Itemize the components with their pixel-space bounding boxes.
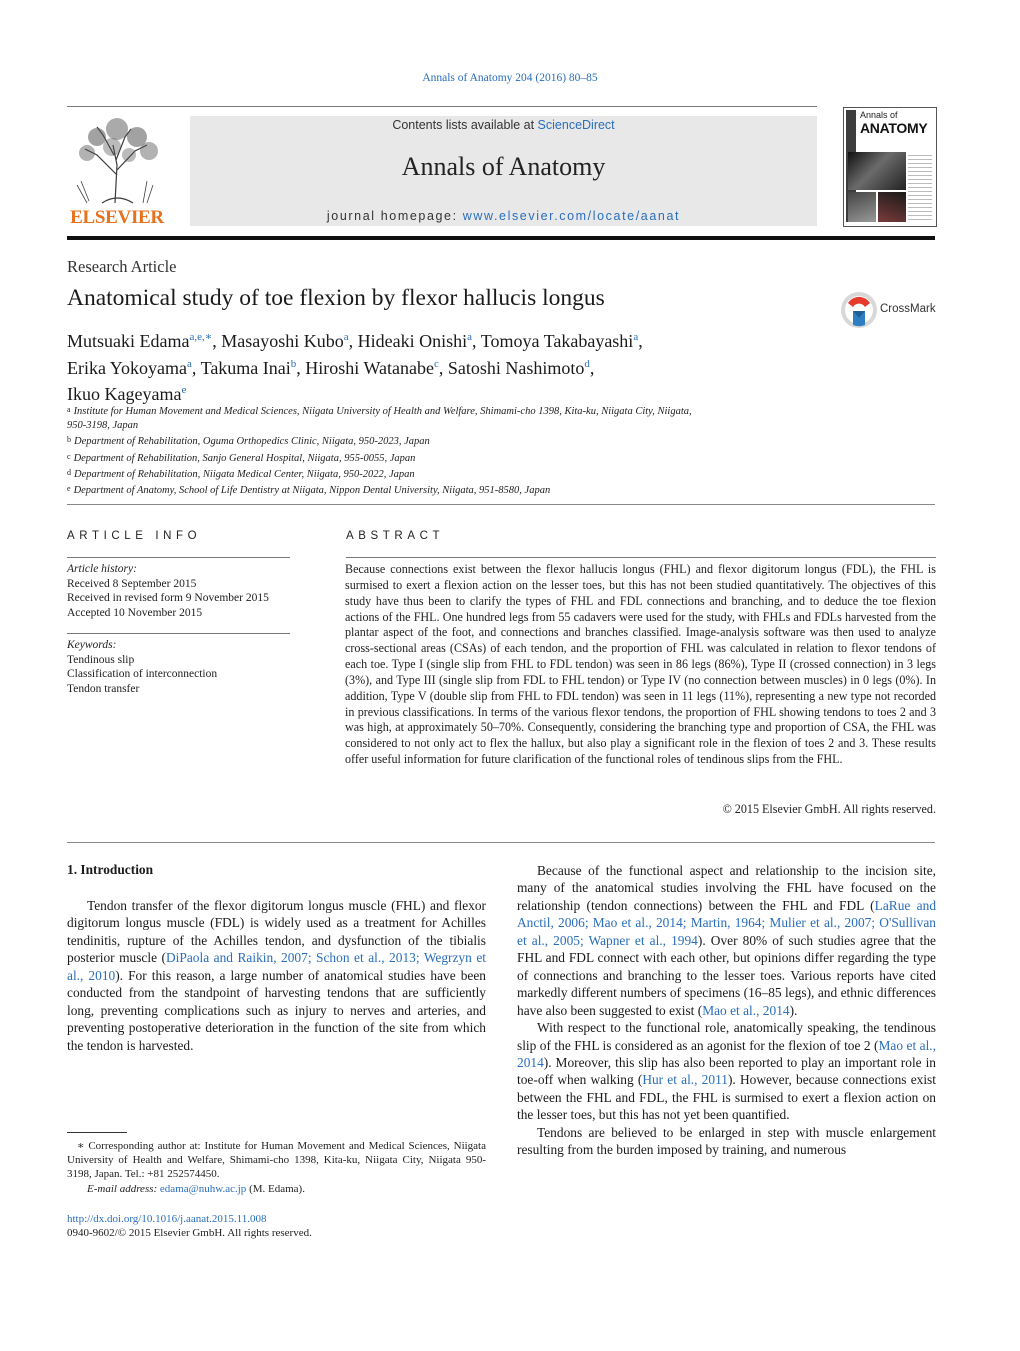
abstract-copyright: © 2015 Elsevier GmbH. All rights reserved. [722, 802, 936, 816]
author-marks[interactable]: d [584, 357, 590, 370]
text-run: Tendon transfer of the flexor digitorum longus muscle (FHL) and flexor digitorum longus muscle (FDL) is widely used as a treatment for Achilles tendinitis, rupture of the Achilles tendon, and dysfunction of the tibialis posterior muscle ( [67, 898, 486, 966]
section-heading: 1. Introduction [67, 862, 154, 877]
section-rule [67, 504, 935, 505]
body-column-right [517, 862, 936, 1159]
journal-cover-thumbnail[interactable] [843, 107, 937, 227]
author-separator: , [212, 331, 222, 351]
keyword: Classification of interconnection [67, 668, 218, 681]
author-marks[interactable]: e [181, 384, 187, 396]
contents-line [190, 118, 817, 132]
doi-link[interactable]: http://dx.doi.org/10.1016/j.aanat.2015.11.008 [67, 1213, 267, 1225]
keywords-label: Keywords: [67, 639, 117, 651]
author-name: Ikuo Kageyama [67, 384, 182, 404]
affiliation-text: Institute for Human Movement and Medical Sciences, Niigata University of Health and Welfare, Shimami-cho 1398, Kita-ku, Niigata City, Niigata, [73, 406, 692, 417]
body-column-left [67, 897, 486, 1054]
affiliation-text: 950-3198, Japan [67, 420, 139, 432]
article-info-heading: ARTICLE INFO [67, 530, 202, 542]
affiliation-item-continued [67, 419, 827, 433]
text-run: ). Moreover, this slip has also been reported to play an important role in toe-off when walking ( [517, 1054, 936, 1088]
author-marks[interactable]: a,e,∗ [189, 331, 213, 343]
affiliation-mark: c [67, 451, 71, 461]
doi-block [67, 1212, 312, 1240]
footnote-rule [67, 1132, 127, 1133]
cover-big-title: ANATOMY [860, 120, 928, 136]
affiliation-mark: b [67, 435, 71, 445]
author-name: Satoshi Nashimoto [447, 357, 585, 378]
affiliation-text: Department of Anatomy, School of Life Dentistry at Niigata, Nippon Dental University, Niigata, 951-8580, Japan [73, 485, 551, 497]
author-separator: , [589, 357, 595, 378]
article-history [67, 562, 297, 620]
sciencedirect-link[interactable]: ScienceDirect [537, 118, 615, 132]
affiliation-mark: e [67, 484, 71, 494]
keyword: Tendinous slip [67, 653, 135, 666]
article-title: Anatomical study of toe flexion by flexor hallucis longus [67, 285, 605, 311]
affiliation-mark: d [67, 467, 71, 477]
abstract-rule [346, 557, 936, 558]
homepage-link[interactable]: www.elsevier.com/locate/aanat [462, 209, 681, 223]
text-run: ). Over 80% of such studies agree that the FHL and FDL connect with each other, but opinions differ regarding the type of connections and branching to the lesser toes. Various reports have cited markedly different numbers of specimens (16–85 legs), and ethnic differences have also been suggested to exist ( [517, 932, 936, 1018]
cover-small-title: Annals of [860, 110, 898, 120]
citation-link[interactable]: Hur et al., 2011 [642, 1072, 728, 1088]
accepted-date: Accepted 10 November 2015 [67, 606, 203, 619]
corresponding-author-note: ∗ Corresponding author at: Institute for Human Movement and Medical Sciences, Niigata University of Health and Welfare, Shimami-cho 1398, Kita-ku, Niigata City, Niigata 950-3198, Japan. Tel.: +81 252574450. [67, 1140, 486, 1181]
author-name: Masayoshi Kubo [221, 331, 344, 351]
paragraph [67, 897, 486, 1054]
author-separator: , [638, 331, 643, 351]
journal-title: Annals of Anatomy [401, 152, 606, 181]
footnote [67, 1139, 486, 1196]
author-separator: , [296, 357, 306, 378]
author-marks[interactable]: a [467, 331, 473, 343]
author-name: Tomoya Takabayashi [480, 331, 634, 351]
author-line [67, 379, 827, 406]
cover-image [848, 152, 906, 190]
keyword: Tendon transfer [67, 682, 140, 695]
author-separator: , [348, 331, 358, 351]
author-separator: , [191, 357, 201, 378]
abstract-heading: ABSTRACT [346, 530, 445, 542]
author-name: Takuma Inai [200, 357, 291, 378]
paragraph [517, 1019, 936, 1124]
author-marks[interactable]: c [433, 357, 439, 370]
author-marks[interactable]: a [343, 331, 349, 343]
author-separator: , [472, 331, 481, 351]
email-suffix: (M. Edama). [246, 1182, 305, 1195]
masthead-rule [67, 236, 935, 240]
affiliation-item [67, 433, 827, 449]
author-line [67, 353, 827, 380]
article-info-rule [67, 633, 290, 634]
text-run: ). However, because connections exist between the FHL and FDL, the FHL is surmised to exert a flexion action on the lesser toes, but this has not yet been quantified. [517, 1072, 936, 1123]
section-rule [67, 842, 935, 843]
author-marks[interactable]: a [633, 331, 639, 343]
crossmark-label[interactable]: CrossMark [880, 303, 936, 315]
top-rule [67, 106, 817, 107]
issn-line: 0940-9602/© 2015 Elsevier GmbH. All rights reserved. [67, 1227, 312, 1240]
author-name: Hiroshi Watanabe [305, 357, 434, 378]
contents-prefix: Contents lists available at [392, 118, 538, 132]
email-label: E-mail address: [87, 1182, 158, 1195]
citation-link[interactable]: LaRue and Anctil, 2006; Mao et al., 2014; Martin, 1964; Mulier et al., 2007; O'Sullivan et al., 2005; Wapner et al., 1994 [517, 897, 937, 948]
author-list [67, 326, 827, 406]
cover-image [878, 192, 906, 222]
text-run: ). [789, 1002, 798, 1018]
affiliation-item [67, 403, 827, 419]
paragraph: Tendons are believed to be enlarged in step with muscle enlargement resulting from the burden imposed by training, and numerous [517, 1124, 936, 1158]
affiliation-item [67, 482, 827, 498]
cover-text-block [908, 152, 932, 222]
author-separator: , [438, 357, 448, 378]
author-name: Mutsuaki Edama [67, 331, 190, 351]
paragraph [517, 862, 936, 1019]
article-type: Research Article [67, 257, 177, 276]
homepage-line [190, 209, 817, 223]
keyword-list [67, 638, 297, 696]
history-label: Article history: [67, 563, 137, 575]
affiliation-item [67, 466, 827, 482]
author-marks[interactable]: a [187, 357, 192, 370]
affiliation-text: Department of Rehabilitation, Sanjo General Hospital, Niigata, 955-0055, Japan [73, 452, 416, 464]
author-name: Hideaki Onishi [357, 331, 468, 351]
email-link[interactable]: edama@nuhw.ac.jp [159, 1182, 247, 1195]
revised-date: Received in revised form 9 November 2015 [67, 592, 269, 605]
cover-image [848, 192, 876, 222]
text-run: With respect to the functional role, anatomically speaking, the tendinous slip of the FHL is considered as an agonist for the flexion of toe 2 ( [517, 1020, 936, 1053]
author-line [67, 326, 827, 353]
citation-link[interactable]: DiPaola and Raikin, 2007; Schon et al., 2013; Wegrzyn et al., 2010 [67, 950, 486, 983]
affiliation-text: Department of Rehabilitation, Oguma Orthopedics Clinic, Niigata, 950-2023, Japan [74, 436, 430, 448]
journal-citation[interactable]: Annals of Anatomy 204 (2016) 80–85 [422, 72, 598, 84]
affiliation-mark: a [67, 405, 71, 414]
abstract-text: Because connections exist between the flexor hallucis longus (FHL) and flexor digitorum longus (FDL), the FHL is surmised to exert a flexion action on the lesser toes, but this has not been studied quantitatively. The objectives of this study have thus been to clarify the types of FHL and FDL connections and branching, and to deduce the toe flexion actions of the FHL. One hundred legs from 55 cadavers were used for the study, with FHLs and FDLs harvested from the plantar aspect of the foot, and connections and branches classified. Image-analysis software was then used to analyze cross-sectional areas (CSAs) of each tendon, and the proportion of FHL was calculated in relation to flexor tendons of each toe. Type I (single slip from FHL to FDL tendon) was seen in 86 legs (86%), Type II (crossed connection) in 3 legs (3%), and Type III (single slip from FDL to FHL tendon) or Type IV (no connection between muscles) in 0 legs (0%). In addition, Type V (double slip from FHL to FDL tendon) was seen in 11 legs (11%), representing a new type not recorded in previous classifications. In terms of the various flexor tendons, the proportion of FHL showing tendons to toes 2 and 3 was high, at approximately 50–70%. Consequently, considering the branching type and proportion of CSA, the FHL was considered to not only act to flex the hallux, but also play a significant role in the flexion of toes 2 and 3. These results offer useful information for future clarification of the functional roles of tendinous slips from the FHL. [345, 562, 936, 767]
author-name: Erika Yokoyama [67, 357, 187, 378]
text-run: ). For this reason, a large number of anatomical studies have been conducted from the standpoint of harvesting tendons that are sufficiently long, preventing complications such as injury to nerves and arteries, and preventing postoperative deterioration in the function of the site from which the tendon is harvested. [67, 967, 487, 1053]
author-marks[interactable]: b [290, 357, 297, 370]
homepage-prefix: journal homepage: [326, 209, 463, 223]
affiliation-item [67, 450, 827, 466]
article-info-rule [67, 557, 290, 558]
affiliation-text: Department of Rehabilitation, Niigata Medical Center, Niigata, 950-2022, Japan [74, 468, 415, 480]
text-run: Because of the functional aspect and relationship to the incision site, many of the anatomical studies involving the FHL have focused on the relationship (tendon connections) between the FHL and FDL ( [517, 863, 936, 913]
received-date: Received 8 September 2015 [67, 577, 197, 590]
citation-link[interactable]: Mao et al., 2014 [702, 1002, 790, 1018]
affiliation-list [67, 403, 827, 498]
elsevier-wordmark: ELSEVIER [70, 207, 164, 228]
email-line [67, 1182, 486, 1196]
citation-link[interactable]: Mao et al., 2014 [517, 1037, 936, 1070]
